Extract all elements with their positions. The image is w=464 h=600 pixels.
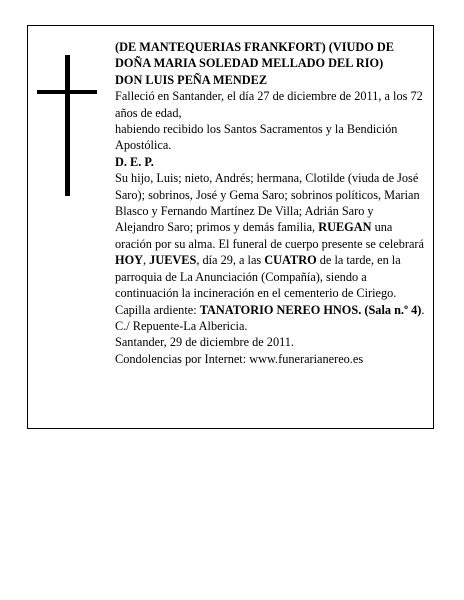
day-text: , día 29, a las	[196, 253, 265, 268]
obituary-notice	[27, 25, 434, 429]
death-info: Falleció en Santander, el día 27 de diciembre de 2011, a los 72 años de edad,	[115, 89, 423, 120]
prayer-text: una oración por su alma. El funeral de cuerpo presente se celebrará	[115, 220, 424, 251]
chapel-label: Capilla ardiente:	[115, 302, 200, 317]
ruegan-text: RUEGAN	[318, 220, 372, 235]
funeral-place-text: de la tarde, en la parroquia de La Anunciación (Compañía), siendo a continuación la incineración en el cementerio de Ciriego.	[115, 253, 401, 301]
chapel-name: TANATORIO NEREO HNOS. (Sala n.º 4)	[199, 302, 422, 317]
family-list: Su hijo, Luis; nieto, Andrés; hermana, Clotilde (viuda de José Saro); sobrinos, José y Gema Saro; sobrinos políticos, Marian Blasco y Fernando Martínez De Villa; Adrián Saro y Alejandro Saro; primos y demás familia,	[115, 171, 420, 235]
chapel-address: . C./ Repuente-La Albericia.	[115, 302, 425, 333]
date-line: Santander, 29 de diciembre de 2011.	[115, 335, 295, 350]
deceased-name: DON LUIS PEÑA MENDEZ	[115, 72, 268, 87]
notice-text	[115, 39, 425, 367]
notice-header: (DE MANTEQUERIAS FRANKFORT) (VIUDO DE DOÑA MARIA SOLEDAD MELLADO DEL RIO)	[115, 40, 394, 71]
jueves-text: JUEVES	[149, 253, 197, 268]
cross-vertical-bar	[65, 55, 70, 196]
chapel-paragraph	[115, 302, 425, 335]
dep-text: D. E. P.	[115, 154, 154, 169]
comma-separator: ,	[143, 253, 150, 268]
hoy-text: HOY	[115, 253, 144, 268]
sacraments-text: habiendo recibido los Santos Sacramentos y la Bendición Apostólica.	[115, 122, 398, 153]
cuatro-text: CUATRO	[264, 253, 317, 268]
family-paragraph	[115, 170, 425, 301]
condolences-line: Condolencias por Internet: www.funerarianereo.es	[115, 351, 364, 366]
cross-horizontal-bar	[37, 90, 97, 94]
